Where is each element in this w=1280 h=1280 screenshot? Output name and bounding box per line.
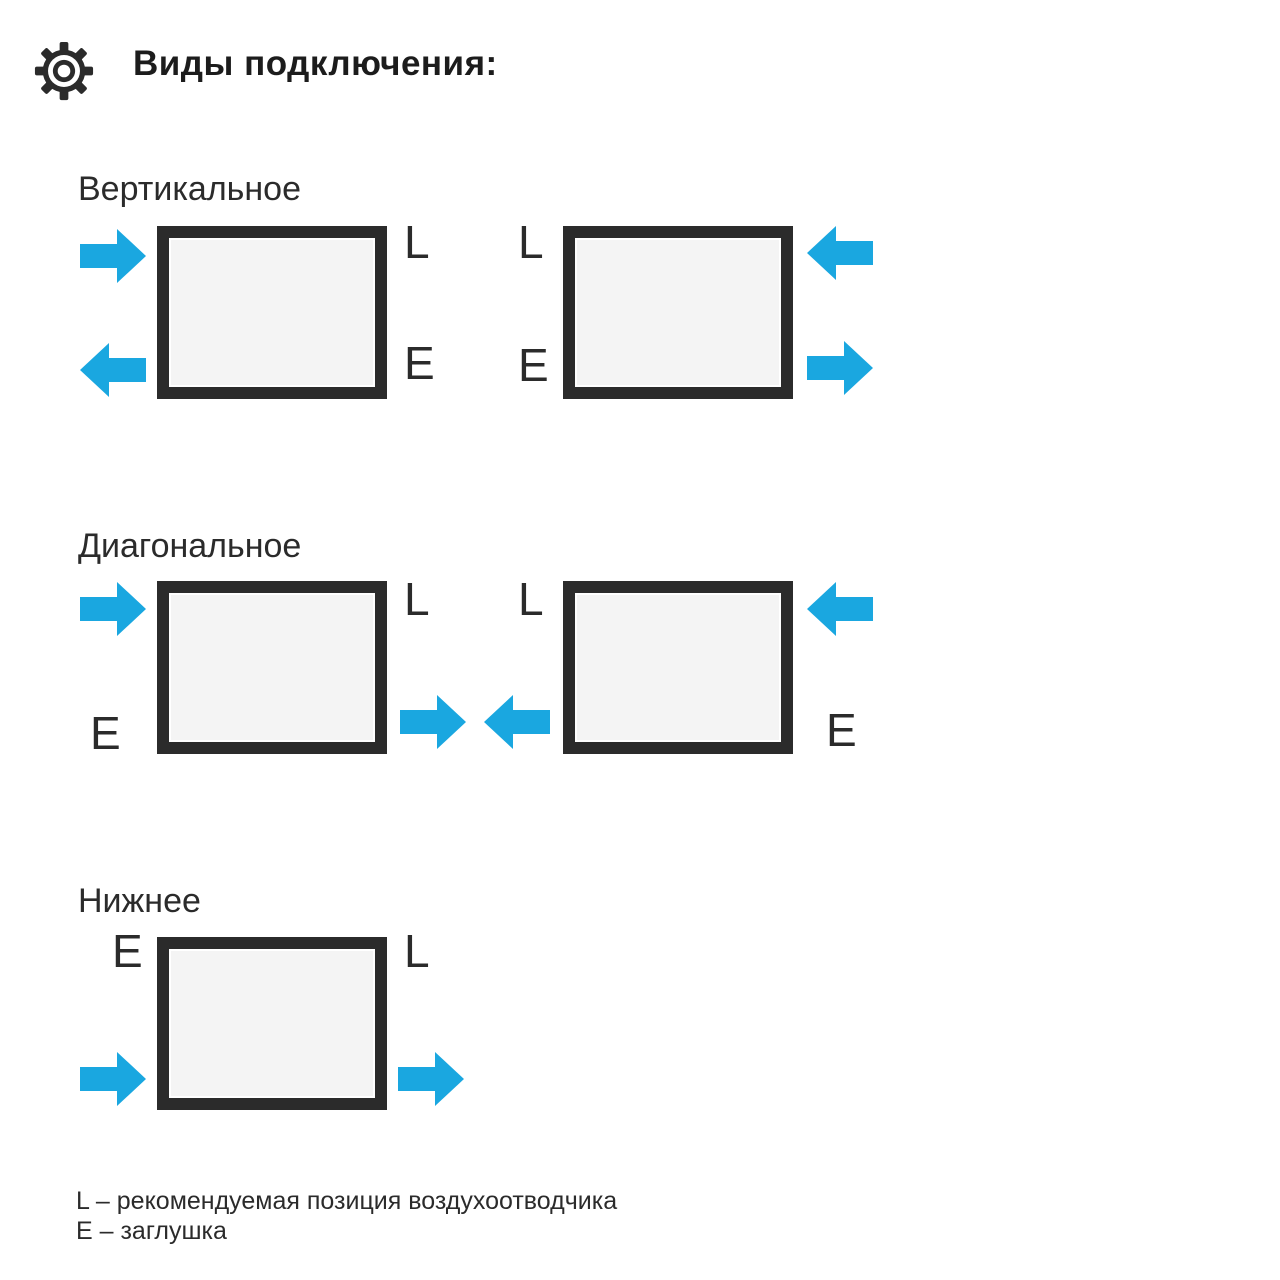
- legend: [76, 1186, 617, 1246]
- port-label-e: E: [112, 925, 143, 977]
- radiator-box: [563, 226, 793, 399]
- port-label-l: L: [404, 573, 430, 625]
- section-title-diagonal: Диагональное: [78, 527, 302, 565]
- radiator-box: [157, 937, 387, 1110]
- flow-arrow-right-icon: [80, 582, 146, 636]
- radiator-box: [157, 226, 387, 399]
- port-label-e: E: [404, 337, 435, 389]
- flow-arrow-right-icon: [80, 1052, 146, 1106]
- flow-arrow-right-icon: [398, 1052, 464, 1106]
- section-title-bottom: Нижнее: [78, 882, 201, 920]
- port-label-l: L: [404, 216, 430, 268]
- port-label-e: E: [90, 707, 121, 759]
- flow-arrow-right-icon: [80, 229, 146, 283]
- port-label-l: L: [518, 216, 544, 268]
- flow-arrow-left-icon: [484, 695, 550, 749]
- page-title: Виды подключения:: [133, 44, 498, 83]
- gear-icon: [33, 40, 95, 102]
- section-title-vertical: Вертикальное: [78, 170, 301, 208]
- flow-arrow-left-icon: [80, 343, 146, 397]
- radiator-box: [157, 581, 387, 754]
- radiator-box: [563, 581, 793, 754]
- flow-arrow-right-icon: [400, 695, 466, 749]
- port-label-l: L: [518, 573, 544, 625]
- flow-arrow-left-icon: [807, 582, 873, 636]
- port-label-e: E: [826, 704, 857, 756]
- flow-arrow-left-icon: [807, 226, 873, 280]
- legend-line-e: E – заглушка: [76, 1217, 227, 1245]
- port-label-l: L: [404, 925, 430, 977]
- legend-line-l: L – рекомендуемая позиция воздухоотводчика: [76, 1187, 618, 1215]
- port-label-e: E: [518, 339, 549, 391]
- flow-arrow-right-icon: [807, 341, 873, 395]
